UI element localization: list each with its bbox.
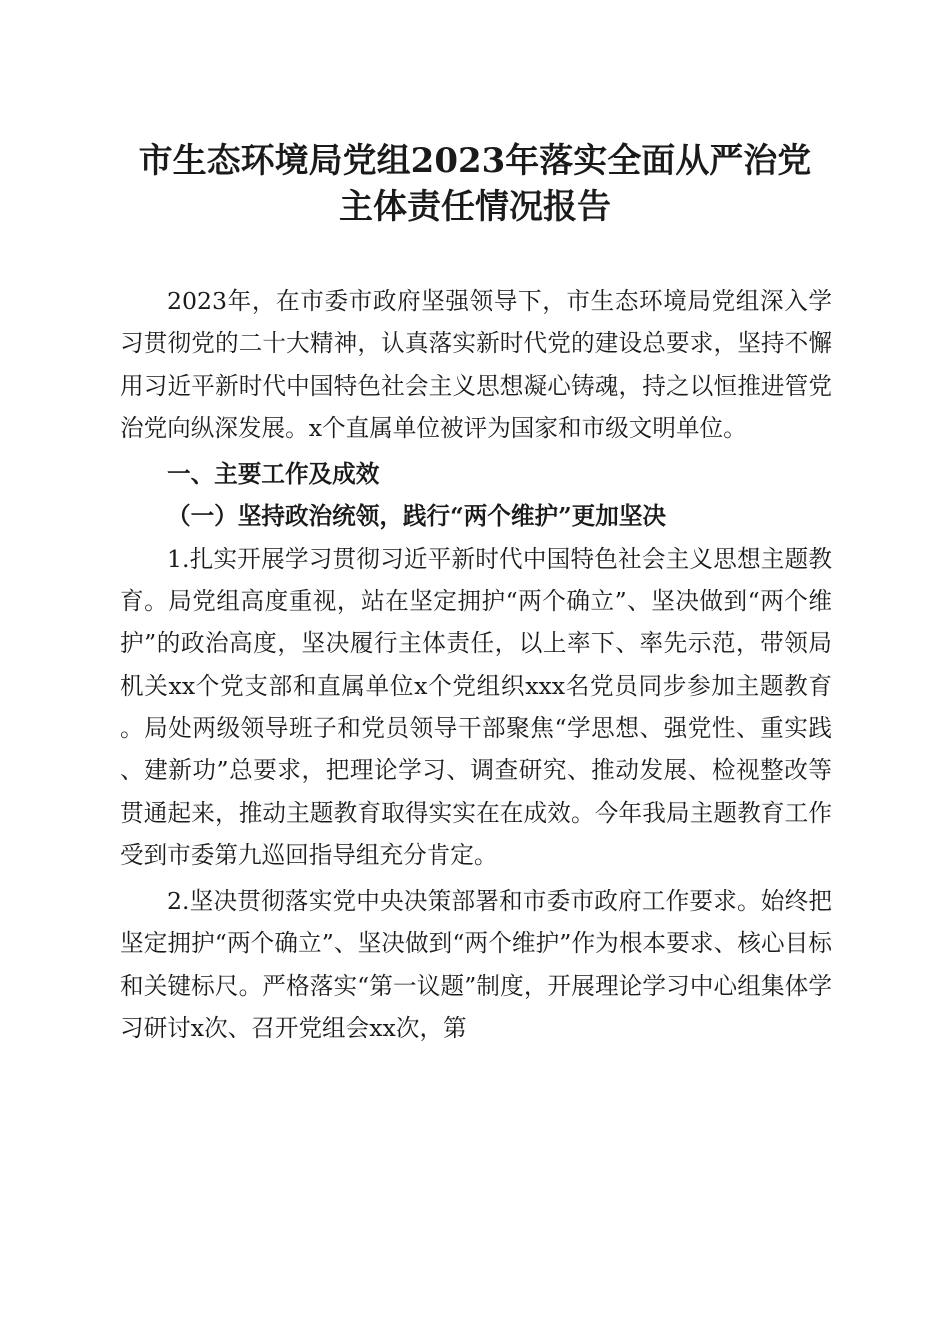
item-paragraph-2: 2.坚决贯彻落实党中央决策部署和市委市政府工作要求。始终把坚定拥护“两个确立”、坚决做到“两个维护”作为根本要求、核心目标和关键标尺。严格落实“第一议题”制度，开展理论学习中心组集体学习研讨x次、召开党组会xx次，第 [120, 887, 832, 1043]
document-body [120, 280, 832, 1049]
subsection-heading: （一）坚持政治统领，践行“两个维护”更加坚决 [167, 502, 667, 531]
item-paragraph-1: 1.扎实开展学习贯彻习近平新时代中国特色社会主义思想主题教育。局党组高度重视，站在坚定拥护“两个确立”、坚决做到“两个维护”的政治高度，坚决履行主体责任，以上率下、率先示范，带领局机关xx个党支部和直属单位x个党组织xxx名党员同步参加主题教育。局处两级领导班子和党员领导干部聚焦“学思想、强党性、重实践、建新功”总要求，把理论学习、调查研究、推动发展、检视整改等贯通起来，推动主题教育取得实实在在成效。今年我局主题教育工作受到市委第九巡回指导组充分肯定。 [120, 544, 832, 869]
document-title [100, 138, 850, 230]
intro-paragraph: 2023年，在市委市政府坚强领导下，市生态环境局党组深入学习贯彻党的二十大精神，认真落实新时代党的建设总要求，坚持不懈用习近平新时代中国特色社会主义思想凝心铸魂，持之以恒推进管党治党向纵深发展。x个直属单位被评为国家和市级文明单位。 [120, 287, 832, 442]
title-line-1: 市生态环境局党组2023年落实全面从严治党 [138, 141, 812, 181]
section-heading: 一、主要工作及成效 [167, 460, 380, 489]
title-line-2: 主体责任情况报告 [339, 187, 611, 227]
